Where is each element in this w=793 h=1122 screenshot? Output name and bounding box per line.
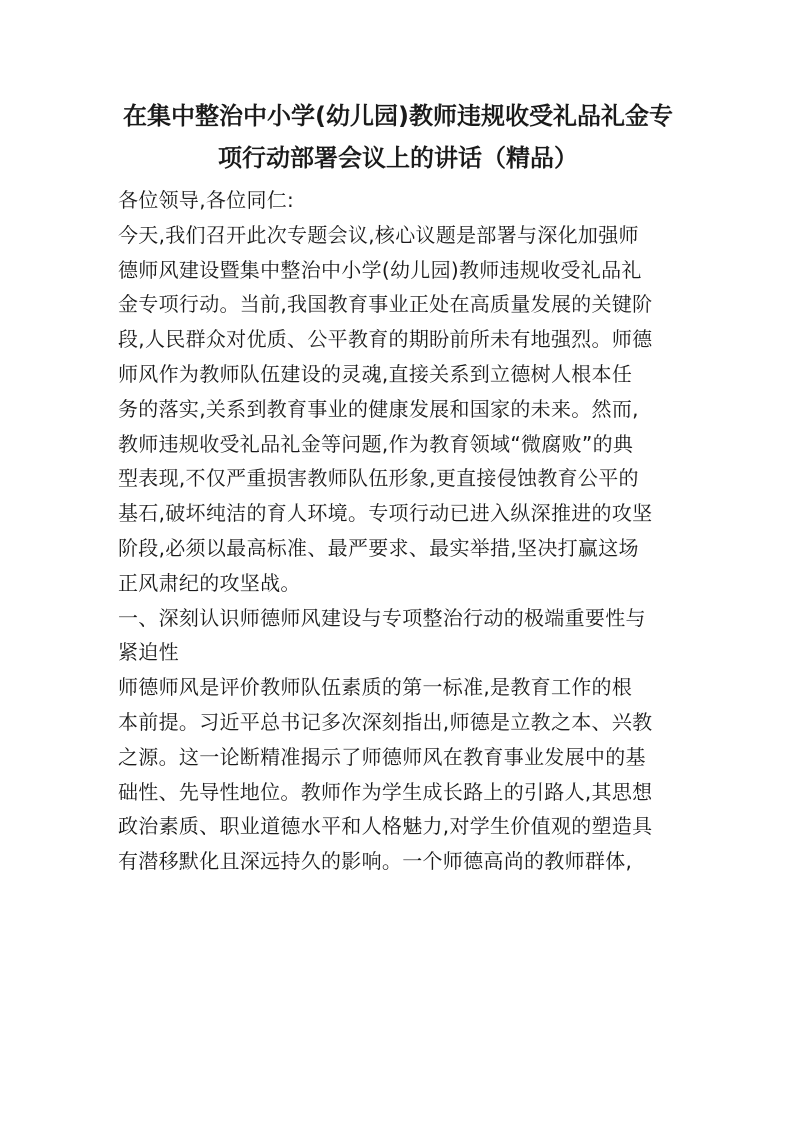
text-line: 有潜移默化且深远持久的影响。一个师德高尚的教师群体, (118, 849, 633, 874)
paragraph-body (118, 670, 678, 879)
text-line: 师风作为教师队伍建设的灵魂,直接关系到立德树人根本任 (118, 361, 633, 386)
text-line: 础性、先导性地位。教师作为学生成长路上的引路人,其思想 (118, 779, 653, 804)
text-line: 阶段,必须以最高标准、最严要求、最实举措,坚决打赢这场 (118, 535, 639, 560)
text-line: 本前提。习近平总书记多次深刻指出,师德是立教之本、兴教 (118, 709, 653, 734)
document-title (112, 95, 684, 179)
title-line: 项行动部署会议上的讲话（精品） (218, 144, 578, 172)
text-line: 正风肃纪的攻坚战。 (118, 570, 301, 595)
text-line: 教师违规收受礼品礼金等问题,作为教育领域“微腐败”的典 (118, 431, 634, 456)
section-heading-1 (118, 601, 678, 671)
text-line: 金专项行动。当前,我国教育事业正处在高质量发展的关键阶 (118, 292, 653, 317)
title-line: 在集中整治中小学(幼儿园)教师违规收受礼品礼金专 (123, 102, 673, 130)
text-line: 之源。这一论断精准揭示了师德师风在教育事业发展中的基 (118, 744, 646, 769)
document-page (118, 95, 678, 879)
paragraph-opening (118, 218, 678, 601)
text-line: 基石,破坏纯洁的育人环境。专项行动已进入纵深推进的攻坚 (118, 501, 653, 526)
text-line: 段,人民群众对优质、公平教育的期盼前所未有地强烈。师德 (118, 327, 653, 352)
text-line: 紧迫性 (118, 640, 179, 665)
text-line: 政治素质、职业道德水平和人格魅力,对学生价值观的塑造具 (118, 814, 653, 839)
text-line: 务的落实,关系到教育事业的健康发展和国家的未来。然而, (118, 396, 639, 421)
text-line: 今天,我们召开此次专题会议,核心议题是部署与深化加强师 (118, 222, 639, 247)
text-line: 一、深刻认识师德师风建设与专项整治行动的极端重要性与 (118, 605, 646, 630)
text-line: 各位领导,各位同仁: (118, 188, 295, 212)
salutation (118, 183, 678, 218)
text-line: 型表现,不仅严重损害教师队伍形象,更直接侵蚀教育公平的 (118, 466, 639, 491)
text-line: 师德师风是评价教师队伍素质的第一标准,是教育工作的根 (118, 675, 633, 700)
text-line: 德师风建设暨集中整治中小学(幼儿园)教师违规收受礼品礼 (118, 257, 642, 282)
